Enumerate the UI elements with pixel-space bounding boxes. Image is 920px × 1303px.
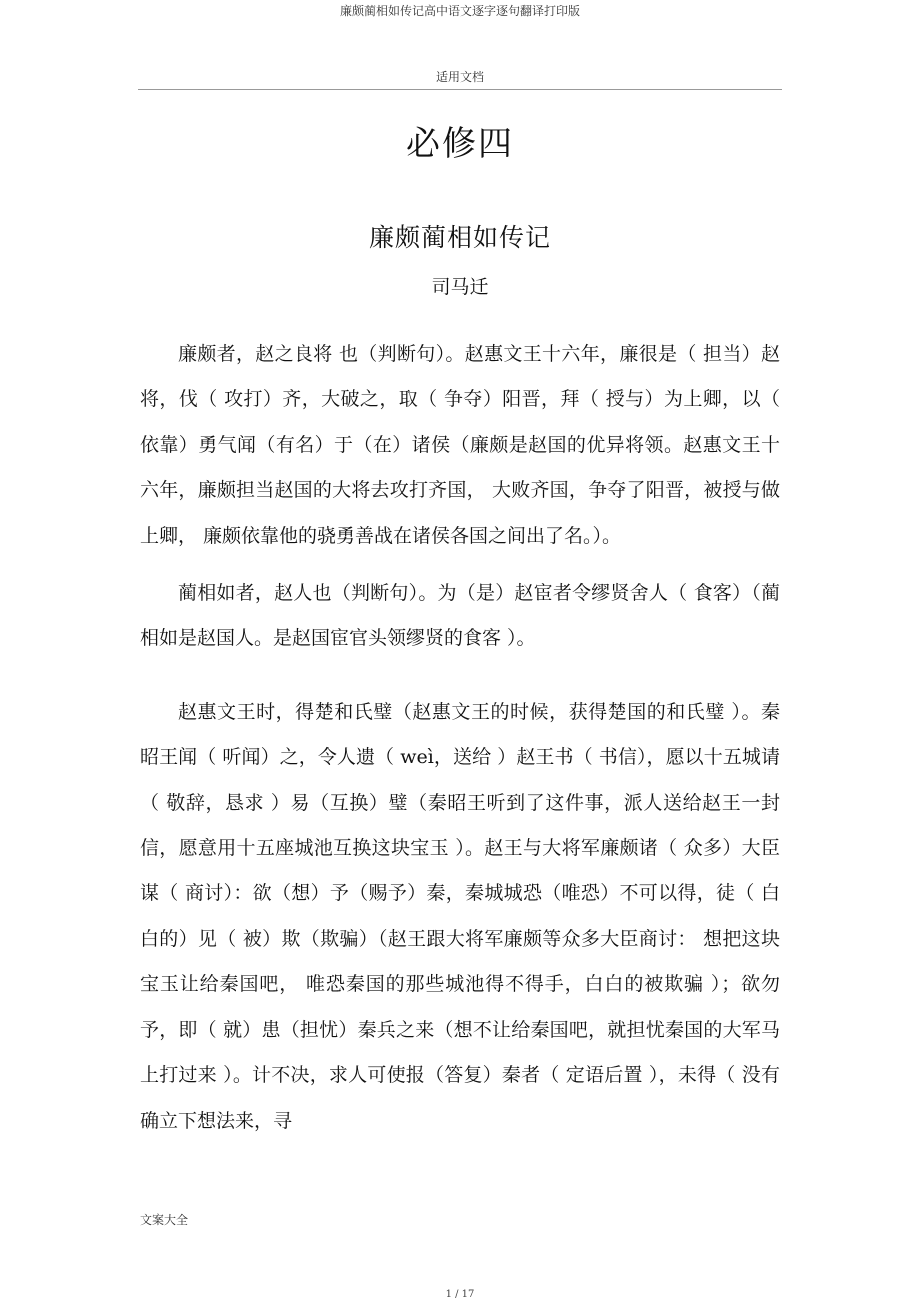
header-divider — [138, 89, 782, 90]
section-title: 必修四 — [406, 124, 514, 164]
page-number: 1 / 17 — [445, 1289, 475, 1300]
header-label: 适用文档 — [435, 70, 484, 84]
paragraph-1: 廉颇者，赵之良将 也（判断句）。赵惠文王十六年，廉很是（ 担当）赵将，伐（ 攻打）齐，大破之，取（ 争夺）阳晋，拜（ 授与）为上卿，以（ 依靠）勇气闻（有名）于（在）诸侯（廉颇是赵国的优异将领。赵惠文王十六年，廉颇担当赵国的大将去攻打齐国， 大败齐国，争夺了阳晋，被授与做上卿， 廉颇依靠他的骁勇善战在诸侯各国之间出了名。）。 — [140, 343, 780, 547]
paragraph-3: 赵惠文王时，得楚和氏璧（赵惠文王的时候，获得楚国的和氏璧 ）。秦昭王闻（ 听闻）之，令人遗（ weì，送给 ）赵王书（ 书信），愿以十五城请（ 敬辞，恳求 ）易（互换）璧（秦昭王听到了这件事，派人送给赵王一封信，愿意用十五座城池互换这块宝玉 ）。赵王与大将军廉颇诸（ 众多）大臣谋（ 商讨）：欲（想）予（赐予）秦，秦城城恐（唯恐）不可以得，徒（ 白白的）见（ 被）欺（欺骗）（赵王跟大将军廉颇等众多大臣商讨： 想把这块宝玉让给秦国吧， 唯恐秦国的那些城池得不得手，白白的被欺骗 ）；欲勿予，即（ 就）患（担忧）秦兵之来（想不让给秦国吧，就担忧秦国的大军马上打过来 ）。计不决，求人可使报（答复）秦者（ 定语后置 ），未得（ 没有确立下想法来，寻 — [140, 700, 780, 1132]
paragraph-2: 蔺相如者，赵人也（判断句）。为（是）赵宦者令缪贤舍人（ 食客）（蔺相如是赵国人。是赵国宦官头领缪贤的食客 ）。 — [140, 582, 780, 650]
footer-label: 文案大全 — [140, 1213, 189, 1227]
article-body — [140, 332, 780, 1144]
article-author: 司马迁 — [431, 276, 489, 298]
document-title: 廉颇蔺相如传记高中语文逐字逐句翻译打印版 — [339, 4, 580, 18]
article-title: 廉颇蔺相如传记 — [368, 223, 551, 252]
